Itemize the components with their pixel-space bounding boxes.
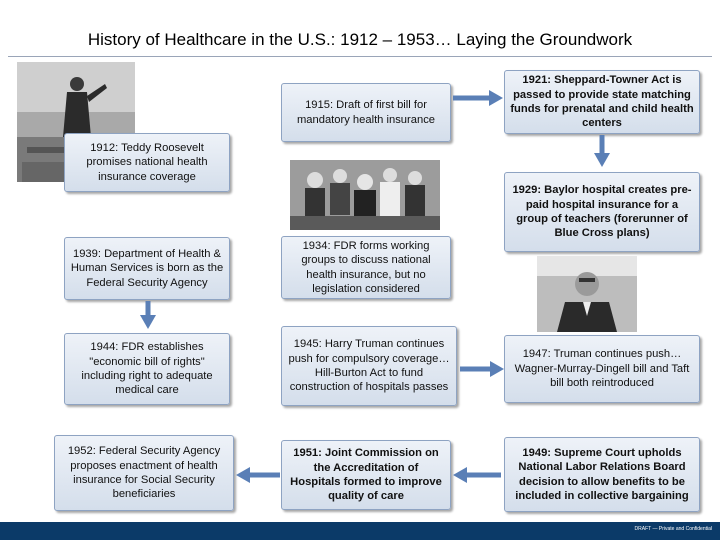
- event-1912: 1912: Teddy Roosevelt promises national health insurance coverage: [64, 133, 230, 192]
- event-1915: 1915: Draft of first bill for mandatory health insurance: [281, 83, 451, 142]
- arrow-1939-to-1944: [140, 301, 156, 331]
- event-1944: 1944: FDR establishes "economic bill of rights" including right to adequate medical care: [64, 333, 230, 405]
- event-1952: 1952: Federal Security Agency proposes enactment of health insurance for Social Security beneficiaries: [54, 435, 234, 511]
- event-1945: 1945: Harry Truman continues push for compulsory coverage… Hill-Burton Act to fund construction of hospitals passes: [281, 326, 457, 406]
- event-1929: 1929: Baylor hospital creates pre-paid hospital insurance for a group of teachers (forerunner of Blue Cross plans): [504, 172, 700, 252]
- title-divider: [8, 56, 712, 57]
- event-1934: 1934: FDR forms working groups to discuss national health insurance, but no legislation considered: [281, 236, 451, 299]
- footer-label: DRAFT — Private and Confidential: [634, 526, 712, 532]
- event-1947: 1947: Truman continues push… Wagner-Murray-Dingell bill and Taft bill both reintroduced: [504, 335, 700, 403]
- event-1949: 1949: Supreme Court upholds National Labor Relations Board decision to allow benefits to be included in collective bargaining: [504, 437, 700, 512]
- arrow-1949-to-1951: [453, 467, 503, 483]
- footer-bar: [0, 522, 720, 540]
- truman-photo: [537, 256, 637, 332]
- event-1951: 1951: Joint Commission on the Accreditation of Hospitals formed to improve quality of care: [281, 440, 451, 510]
- arrow-1921-to-1929: [594, 135, 610, 169]
- slide-title: History of Healthcare in the U.S.: 1912 – 1953… Laying the Groundwork: [87, 30, 633, 49]
- fdr-signing-photo: [290, 160, 440, 230]
- arrow-1951-to-1952: [236, 467, 282, 483]
- event-1939: 1939: Department of Health & Human Services is born as the Federal Security Agency: [64, 237, 230, 300]
- arrow-1915-to-1921: [451, 90, 505, 106]
- arrow-1945-to-1947: [458, 361, 506, 377]
- event-1921: 1921: Sheppard-Towner Act is passed to provide state matching funds for prenatal and child health centers: [504, 70, 700, 134]
